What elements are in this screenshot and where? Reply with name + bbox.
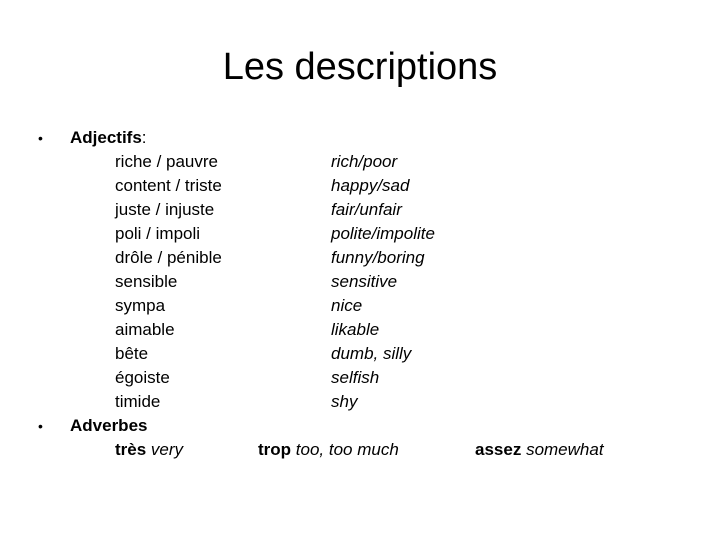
adverb-french: trop <box>258 440 292 459</box>
french-adjective: égoiste <box>115 368 170 387</box>
adverb-english: somewhat <box>526 440 604 459</box>
french-adjective: poli / impoli <box>115 224 201 243</box>
french-adjective: content / triste <box>115 176 222 195</box>
english-translation: rich/poor <box>331 152 398 171</box>
bullet-adverbs: • <box>38 418 43 434</box>
french-adjective-list <box>115 150 222 414</box>
french-adjective: sympa <box>115 296 166 315</box>
bullet-adjectives: • <box>38 130 43 146</box>
french-adjective: timide <box>115 392 161 411</box>
english-translation: selfish <box>331 368 380 387</box>
english-translation: shy <box>331 392 358 411</box>
french-adjective: bête <box>115 344 149 363</box>
english-translation: nice <box>331 296 363 315</box>
slide-title: Les descriptions <box>222 46 498 88</box>
french-adjective: riche / pauvre <box>115 152 218 171</box>
adverb-item <box>115 438 183 462</box>
adverb-item <box>475 438 604 462</box>
adverb-french: assez <box>475 440 522 459</box>
adverbs-heading-label: Adverbes <box>70 416 148 435</box>
french-adjective: sensible <box>115 272 178 291</box>
english-translation: polite/impolite <box>331 224 435 243</box>
english-translation: funny/boring <box>331 248 425 267</box>
adjectives-heading <box>70 126 147 150</box>
adjectives-heading-colon: : <box>141 128 147 147</box>
adverbs-heading <box>70 414 147 438</box>
adverb-item <box>258 438 399 462</box>
adverb-english: too, too much <box>295 440 399 459</box>
french-adjective: aimable <box>115 320 175 339</box>
english-translation: happy/sad <box>331 176 410 195</box>
french-adjective: juste / injuste <box>115 200 215 219</box>
adjectives-heading-label: Adjectifs <box>70 128 142 147</box>
english-translation: sensitive <box>331 272 398 291</box>
adverb-french: très <box>115 440 147 459</box>
english-translation-list <box>331 150 435 414</box>
english-translation: likable <box>331 320 380 339</box>
english-translation: fair/unfair <box>331 200 402 219</box>
adverb-english: very <box>150 440 184 459</box>
french-adjective: drôle / pénible <box>115 248 222 267</box>
english-translation: dumb, silly <box>331 344 412 363</box>
